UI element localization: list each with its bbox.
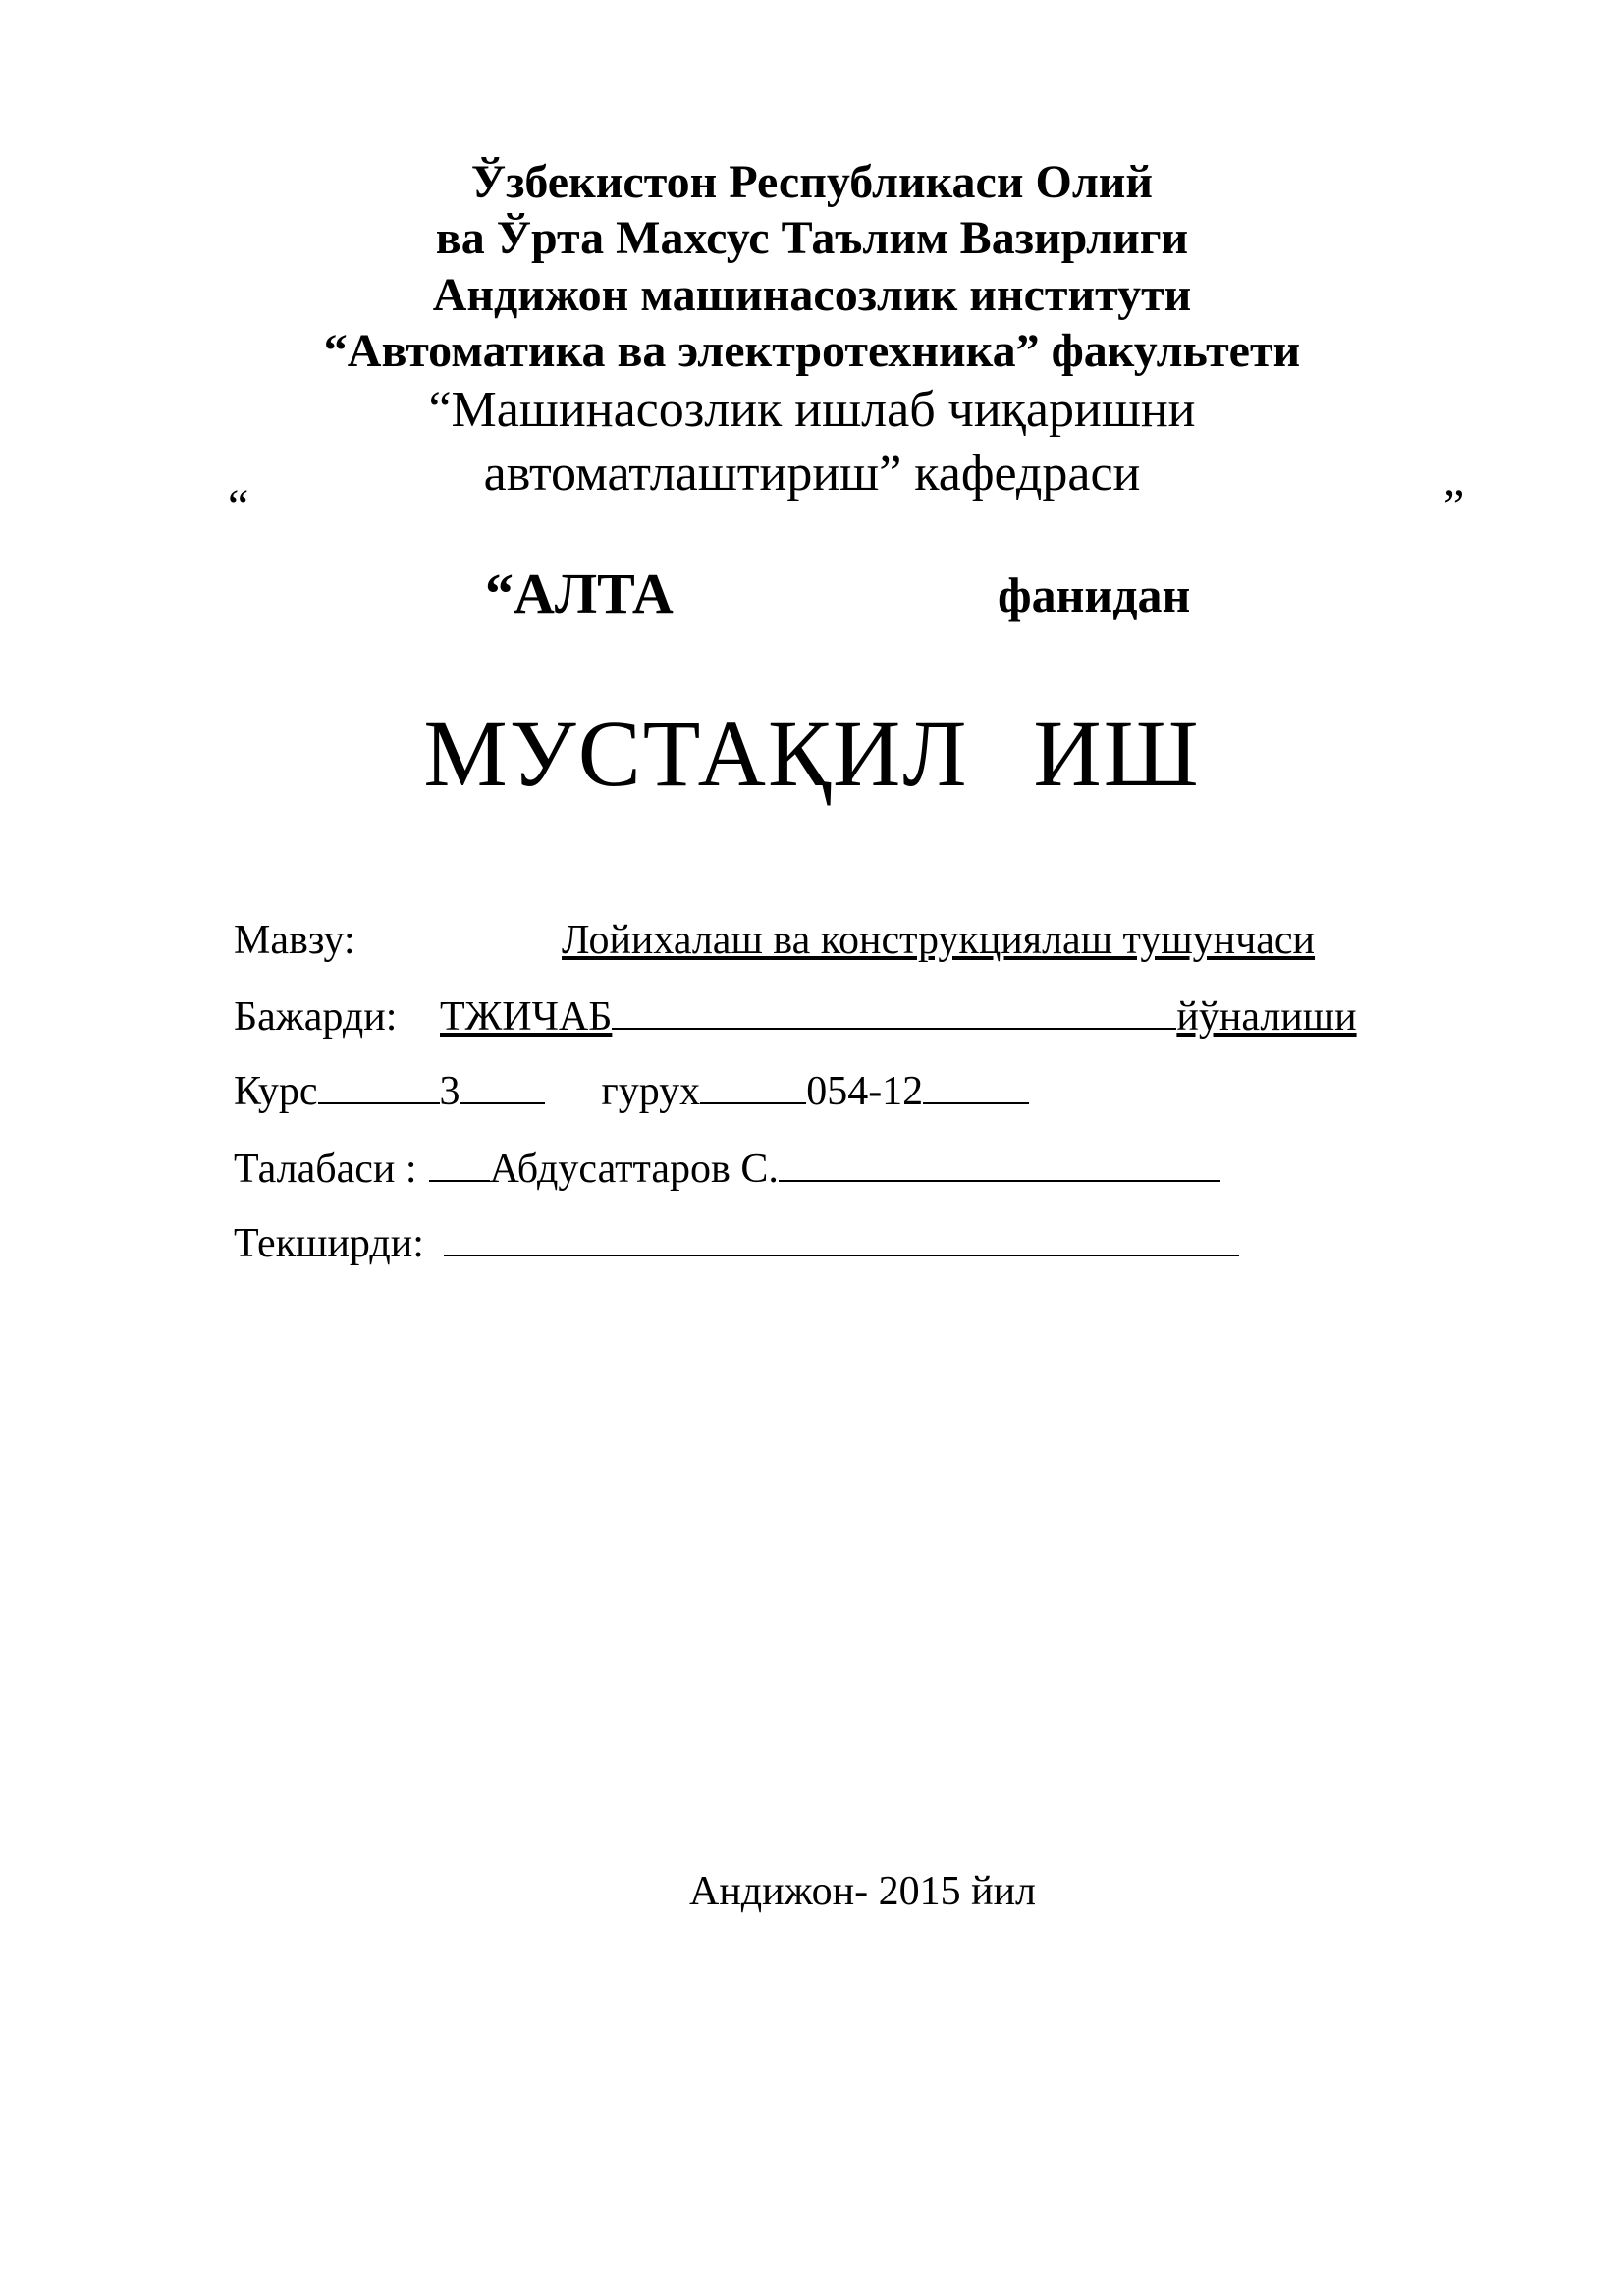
subject-name: “АЛТА [485,561,674,625]
blank-line [460,1101,545,1104]
blank-line [444,1254,1239,1256]
ministry-line-1: Ўзбекистон Республикаси Олий [470,156,1154,208]
ministry-line-2: ва Ўрта Махсус Таълим Вазирлиги [435,212,1189,264]
institute-name: Андижон машинасозлик институти [432,269,1192,321]
performed-by-label: Бажарди: [234,994,398,1040]
student-row [234,1146,1220,1193]
checked-by-row [234,1220,1239,1267]
specialty-suffix: йўналиши [1176,994,1357,1040]
blank-line [318,1101,440,1104]
group-value: 054-12 [806,1069,924,1114]
course-group-row [234,1068,1029,1115]
student-name: Абдусаттаров С. [489,1147,779,1192]
department-line-2: автоматлаштириш” кафедраси [483,446,1141,502]
topic-value: Лойихалаш ва конструкциялаш тушунчаси [562,918,1316,963]
course-value: 3 [439,1069,460,1114]
checked-by-label: Текширди: [234,1221,424,1266]
group-label: гурух [601,1069,701,1114]
quote-mark-left: “ [228,480,249,532]
course-label: Курс [234,1069,318,1114]
student-label: Талабаси : [234,1147,417,1192]
blank-line [923,1101,1029,1104]
blank-line [779,1179,1220,1182]
blank-line [429,1179,490,1182]
topic-label: Мавзу: [234,918,355,963]
specialty-value: ТЖИЧАБ [440,994,613,1040]
faculty-name: “Автоматика ва электротехника” факультети [323,325,1301,377]
quote-mark-right: ” [1443,480,1465,532]
subject-suffix: фанидан [998,567,1191,622]
footer-city-year: Андижон- 2015 йил [689,1869,1037,1914]
department-line-1: “Машинасозлик ишлаб чиқаришни [428,382,1196,438]
specialty-row [440,993,1357,1041]
document-type-title: МУСТАҚИЛ ИШ [423,701,1201,806]
specialty-blank-line [612,1027,1176,1030]
blank-line [700,1101,806,1104]
